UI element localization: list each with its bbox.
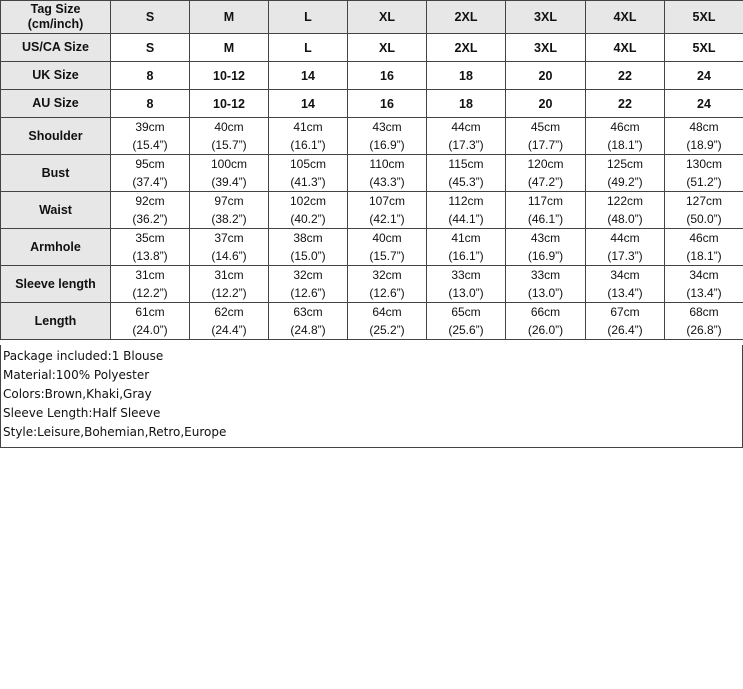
size-code-cell: 3XL [506,34,586,62]
size-header-cell: S [111,1,190,34]
size-code-cell: 8 [111,62,190,90]
measurement-inch: (24.4”) [211,323,247,337]
measurement-cm: 68cm [689,305,719,319]
size-header-cell: M [190,1,269,34]
measurement-inch: (24.0”) [132,323,168,337]
measurement-cm: 46cm [610,120,640,134]
measurement-inch: (16.1”) [290,138,326,152]
measurement-cell [427,266,506,303]
measurement-inch: (26.0”) [527,323,564,337]
measurement-inch: (50.0”) [686,212,722,226]
measurement-cell [269,118,348,155]
measurement-cm: 39cm [135,120,165,134]
measurement-cell [427,229,506,266]
table-row-waist [1,192,743,229]
table-row-uk-size [1,62,743,90]
measurement-cm: 92cm [135,194,165,208]
size-code-cell: 16 [348,62,427,90]
measurement-inch: (15.0”) [290,249,326,263]
measurement-cm: 38cm [293,231,323,245]
measurement-cell [586,118,665,155]
measurement-cell [665,192,743,229]
measurement-cell [111,229,190,266]
measurement-cell [190,303,269,340]
size-code-cell: 14 [269,62,348,90]
measurement-cm: 46cm [689,231,719,245]
measurement-inch: (49.2”) [607,175,643,189]
measurement-inch: (26.4”) [607,323,643,337]
measurement-cell [269,303,348,340]
row-label-bust: Bust [1,155,111,192]
measurement-cell [586,155,665,192]
measurement-inch: (13.4”) [607,286,643,300]
size-code-cell: 18 [427,62,506,90]
info-style: Style:Leisure,Bohemian,Retro,Europe [3,425,227,439]
info-package: Package included:1 Blouse [3,349,164,363]
measurement-cell [665,118,743,155]
measurement-inch: (43.3”) [369,175,405,189]
measurement-inch: (15.4”) [132,138,168,152]
measurement-cell [506,155,586,192]
size-code-cell: 5XL [665,34,743,62]
measurement-inch: (16.9”) [369,138,405,152]
measurement-cell [348,155,427,192]
measurement-cm: 100cm [210,157,248,171]
measurement-cell [111,303,190,340]
measurement-cm: 34cm [689,268,719,282]
measurement-cell [506,118,586,155]
size-code-cell: 24 [665,90,743,118]
measurement-cell [506,229,586,266]
measurement-inch: (38.2”) [211,212,247,226]
table-row-tag-size [1,1,743,34]
table-row-au-size [1,90,743,118]
info-material: Material:100% Polyester [3,368,150,382]
table-row-armhole [1,229,743,266]
measurement-cm: 32cm [293,268,323,282]
measurement-inch: (17.7”) [527,138,564,152]
size-code-cell: 24 [665,62,743,90]
measurement-cell [506,303,586,340]
measurement-cm: 64cm [372,305,402,319]
size-code-cell: M [190,34,269,62]
measurement-cell [586,266,665,303]
measurement-inch: (12.2”) [211,286,247,300]
measurement-cm: 97cm [214,194,244,208]
measurement-inch: (25.2”) [369,323,405,337]
measurement-inch: (44.1”) [448,212,484,226]
measurement-inch: (36.2”) [132,212,168,226]
measurement-cm: 34cm [610,268,640,282]
measurement-inch: (40.2”) [290,212,326,226]
measurement-inch: (51.2”) [686,175,722,189]
measurement-cm: 67cm [610,305,640,319]
measurement-cell [348,303,427,340]
row-label-length: Length [1,303,111,340]
measurement-cell [665,155,743,192]
measurement-cell [427,118,506,155]
measurement-cell [427,303,506,340]
measurement-inch: (17.3”) [607,249,643,263]
size-code-cell: 10-12 [190,90,269,118]
size-code-cell: 18 [427,90,506,118]
measurement-inch: (18.9”) [686,138,722,152]
size-header-cell: 3XL [506,1,586,34]
measurement-inch: (18.1”) [686,249,722,263]
row-label-tag-size [1,1,111,34]
measurement-cell [111,155,190,192]
measurement-cell [665,229,743,266]
measurement-cm: 120cm [527,157,564,171]
measurement-cell [506,192,586,229]
measurement-cm: 41cm [293,120,323,134]
measurement-cm: 63cm [293,305,323,319]
size-code-cell: XL [348,34,427,62]
measurement-inch: (17.3”) [448,138,484,152]
measurement-cm: 48cm [689,120,719,134]
measurement-inch: (42.1”) [369,212,405,226]
size-code-cell: 2XL [427,34,506,62]
measurement-cm: 45cm [530,120,561,134]
measurement-inch: (45.3”) [448,175,484,189]
measurement-cm: 40cm [214,120,244,134]
measurement-cm: 31cm [135,268,165,282]
measurement-cell [586,192,665,229]
measurement-cell [190,118,269,155]
tag-size-unit-label: (cm/inch) [27,17,84,31]
measurement-inch: (13.0”) [527,286,564,300]
measurement-cm: 61cm [135,305,165,319]
measurement-inch: (12.6”) [290,286,326,300]
measurement-inch: (13.0”) [448,286,484,300]
measurement-cell [269,155,348,192]
measurement-cm: 117cm [527,194,564,208]
measurement-cm: 44cm [610,231,640,245]
measurement-inch: (12.2”) [132,286,168,300]
measurement-cell [269,229,348,266]
size-table [0,0,743,340]
measurement-cell [190,192,269,229]
measurement-inch: (12.6”) [369,286,405,300]
measurement-cm: 62cm [214,305,244,319]
measurement-cell [190,266,269,303]
measurement-cm: 31cm [214,268,244,282]
measurement-cm: 107cm [368,194,406,208]
measurement-inch: (37.4”) [132,175,168,189]
tag-size-label: Tag Size [30,2,81,16]
measurement-inch: (25.6”) [448,323,484,337]
measurement-inch: (15.7”) [369,249,405,263]
size-code-cell: L [269,34,348,62]
size-code-cell: 4XL [586,34,665,62]
row-label-uk-size: UK Size [1,62,111,90]
size-header-cell: 5XL [665,1,743,34]
row-label-au-size: AU Size [1,90,111,118]
measurement-inch: (13.8”) [132,249,168,263]
size-code-cell: S [111,34,190,62]
measurement-cell [269,192,348,229]
size-code-cell: 10-12 [190,62,269,90]
size-header-cell: 4XL [586,1,665,34]
measurement-cm: 95cm [135,157,165,171]
size-code-cell: 16 [348,90,427,118]
measurement-cell [665,266,743,303]
info-sleeve-length: Sleeve Length:Half Sleeve [3,406,161,420]
measurement-cm: 130cm [685,157,723,171]
measurement-cell [269,266,348,303]
row-label-shoulder: Shoulder [1,118,111,155]
measurement-cm: 105cm [289,157,327,171]
table-row-shoulder [1,118,743,155]
measurement-cm: 40cm [372,231,402,245]
measurement-inch: (13.4”) [686,286,722,300]
measurement-inch: (39.4”) [211,175,247,189]
measurement-cm: 127cm [685,194,723,208]
measurement-inch: (26.8”) [686,323,722,337]
measurement-cm: 125cm [606,157,644,171]
measurement-inch: (14.6”) [211,249,247,263]
measurement-cell [190,229,269,266]
measurement-cm: 43cm [372,120,402,134]
size-header-cell: XL [348,1,427,34]
size-code-cell: 14 [269,90,348,118]
measurement-inch: (16.9”) [527,249,564,263]
table-row-length [1,303,743,340]
measurement-cell [427,192,506,229]
measurement-cell [427,155,506,192]
measurement-cell [190,155,269,192]
measurement-cell [348,118,427,155]
table-row-bust [1,155,743,192]
measurement-inch: (16.1”) [448,249,484,263]
info-colors: Colors:Brown,Khaki,Gray [3,387,152,401]
row-label-waist: Waist [1,192,111,229]
measurement-cell [348,192,427,229]
measurement-cm: 33cm [451,268,481,282]
measurement-cm: 35cm [135,231,165,245]
measurement-cell [111,192,190,229]
measurement-cm: 32cm [372,268,402,282]
measurement-inch: (15.7”) [211,138,247,152]
measurement-cm: 110cm [369,157,405,171]
size-code-cell: 22 [586,90,665,118]
measurement-cell [586,229,665,266]
table-row-sleeve-length [1,266,743,303]
row-label-sleeve-length: Sleeve length [1,266,111,303]
measurement-cell [348,266,427,303]
measurement-cell [586,303,665,340]
measurement-cell [665,303,743,340]
size-code-cell: 20 [506,90,586,118]
measurement-cell [348,229,427,266]
measurement-inch: (46.1”) [527,212,564,226]
row-label-us-ca-size: US/CA Size [1,34,111,62]
measurement-cell [506,266,586,303]
size-code-cell: 20 [506,62,586,90]
measurement-cm: 102cm [289,194,327,208]
row-label-armhole: Armhole [1,229,111,266]
measurement-inch: (41.3”) [290,175,326,189]
table-body [1,1,743,340]
measurement-cell [111,266,190,303]
measurement-cm: 33cm [530,268,561,282]
measurement-cm: 122cm [606,194,644,208]
measurement-cm: 66cm [530,305,561,319]
measurement-cm: 65cm [451,305,481,319]
size-code-cell: 8 [111,90,190,118]
measurement-cm: 115cm [448,157,484,171]
measurement-cm: 44cm [451,120,481,134]
measurement-cm: 37cm [214,231,244,245]
measurement-inch: (24.8”) [290,323,326,337]
size-header-cell: 2XL [427,1,506,34]
measurement-cm: 41cm [451,231,481,245]
measurement-cell [111,118,190,155]
size-header-cell: L [269,1,348,34]
table-row-us-ca-size [1,34,743,62]
size-code-cell: 22 [586,62,665,90]
measurement-inch: (18.1”) [607,138,643,152]
measurement-cm: 112cm [448,194,484,208]
measurement-inch: (48.0”) [607,212,643,226]
product-info [0,345,743,448]
measurement-inch: (47.2”) [527,175,564,189]
measurement-cm: 43cm [530,231,561,245]
